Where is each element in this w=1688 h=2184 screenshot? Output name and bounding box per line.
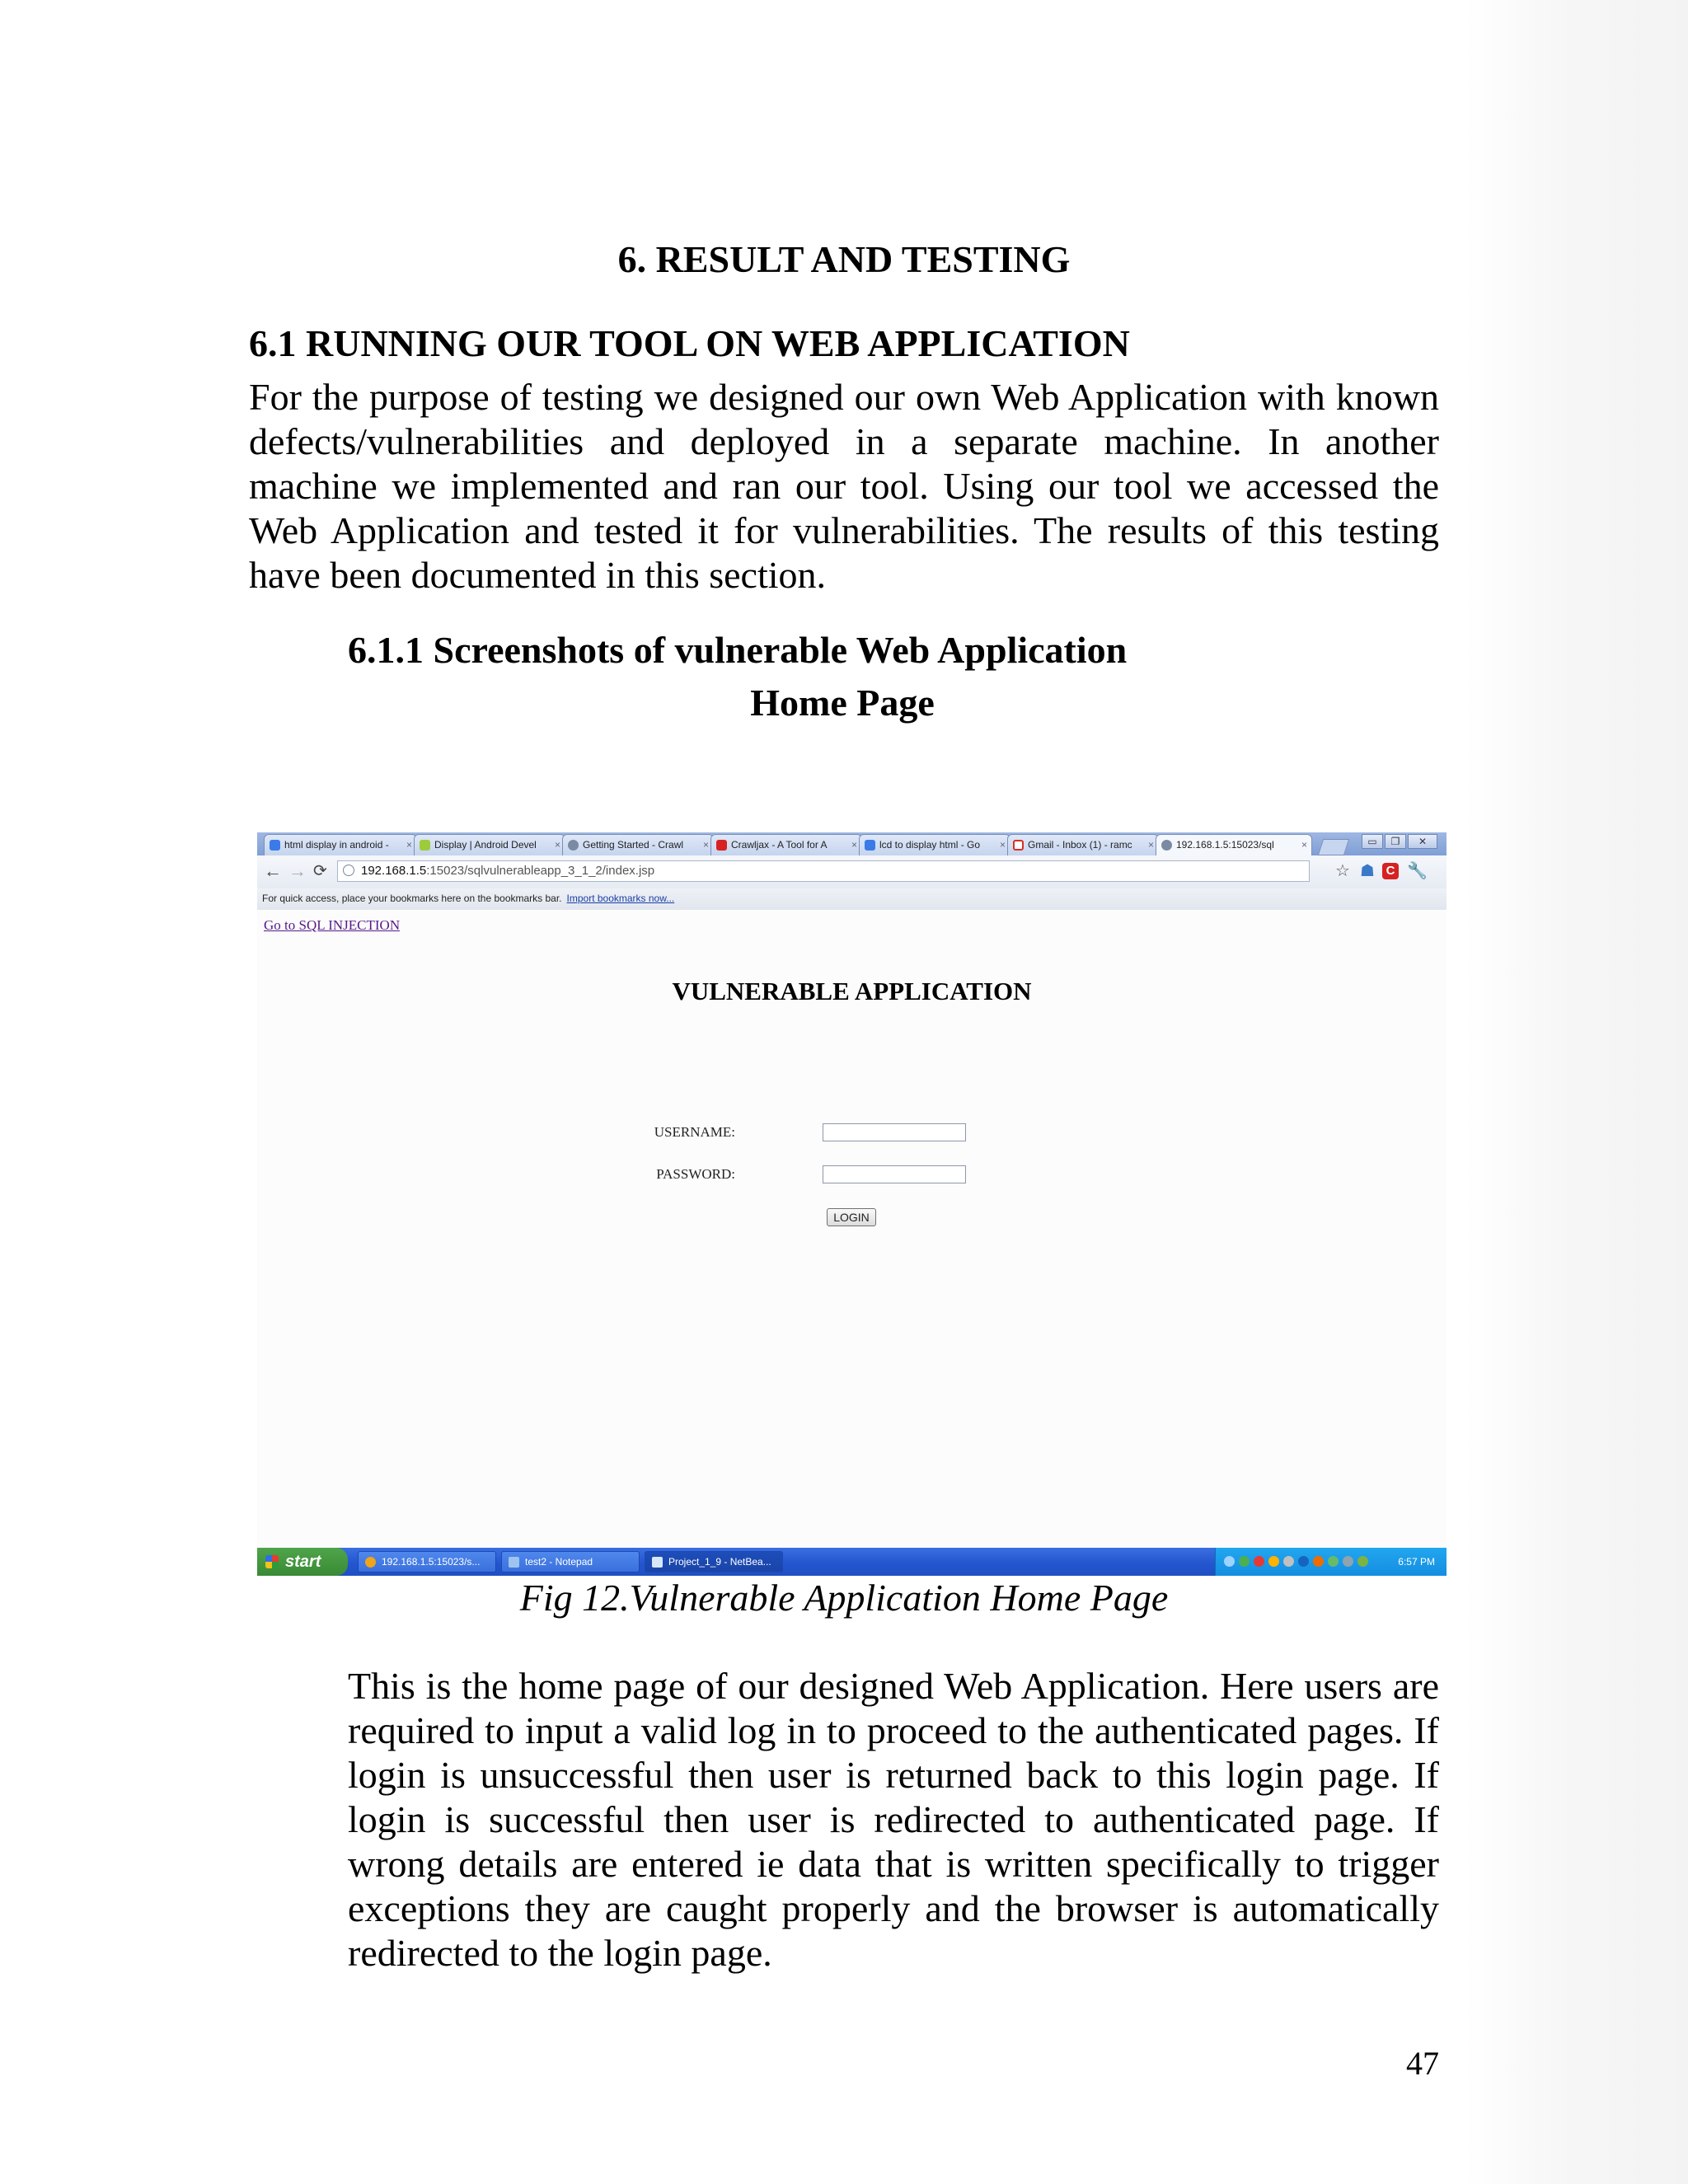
browser-tab[interactable] [414,834,565,855]
tab-label: Getting Started - Crawl [583,839,684,851]
close-window-icon[interactable]: ✕ [1408,834,1437,849]
tray-icon[interactable] [1239,1556,1250,1567]
browser-tab-active[interactable] [1156,834,1312,855]
new-tab-button[interactable] [1318,839,1349,855]
taskbar-item-label: 192.168.1.5:15023/s... [382,1556,481,1568]
back-arrow-icon[interactable]: ← [264,860,282,881]
tray-icon[interactable] [1283,1556,1294,1567]
tab-label: Crawljax - A Tool for A [731,839,828,851]
globe-icon [343,865,354,876]
tab-label: 192.168.1.5:15023/sql [1176,839,1274,851]
tab-strip [257,832,1447,855]
start-button[interactable] [257,1548,348,1576]
close-tab-icon[interactable]: × [1301,839,1307,851]
tray-icon[interactable] [1268,1556,1279,1567]
page-edge-shading [1465,0,1688,2184]
page-number: 47 [1406,2045,1439,2082]
minimize-icon[interactable]: ▭ [1362,834,1383,849]
tab-label: Gmail - Inbox (1) - ramc [1028,839,1132,851]
url-host: 192.168.1.5 [361,864,427,878]
url-path: :15023/sqlvulnerableapp_3_1_2/index.jsp [426,864,655,878]
close-tab-icon[interactable]: × [851,839,857,851]
forward-arrow-icon[interactable]: → [288,860,307,881]
windows-logo-icon [265,1555,279,1568]
taskbar-item[interactable] [358,1551,496,1572]
address-bar[interactable] [337,860,1310,882]
taskbar-clock: 6:57 PM [1398,1556,1435,1568]
extension-c-icon[interactable]: C [1382,863,1399,879]
tray-icon[interactable] [1254,1556,1264,1567]
browser-tab[interactable] [264,834,417,855]
tray-icon[interactable] [1357,1556,1368,1567]
browser-tab[interactable] [859,834,1010,855]
bluetooth-icon[interactable] [1298,1556,1309,1567]
android-favicon-icon [420,840,430,851]
netbeans-icon [652,1557,663,1568]
extension-icon[interactable]: ☗ [1360,862,1375,880]
close-tab-icon[interactable]: × [406,839,412,851]
close-tab-icon[interactable]: × [554,839,560,851]
figure-heading-text: Home Page [750,682,935,724]
figure-caption: Fig 12.Vulnerable Application Home Page [519,1577,1169,1619]
tray-icon[interactable] [1328,1556,1339,1567]
username-label: USERNAME: [654,1124,735,1140]
tray-icon[interactable] [1313,1556,1324,1567]
password-input[interactable] [823,1165,966,1183]
username-input[interactable] [823,1123,966,1141]
login-button[interactable]: LOGIN [827,1208,876,1226]
youtube-favicon-icon [716,840,727,851]
figure-heading [0,681,1688,724]
subsection-title: 6.1.1 Screenshots of vulnerable Web Application [348,629,1128,671]
close-tab-icon[interactable]: × [999,839,1006,851]
tab-label: lcd to display html - Go [879,839,981,851]
intro-paragraph: For the purpose of testing we designed our own Web Application with known defects/vulnerabilities and deployed in a separate machine. In another machine we implemented and ran our tool. Using our tool we accessed the Web Application and tested it for vulnerabilities. The results of this testing have been documented in this section. [249,376,1439,596]
browser-toolbar [257,855,1447,889]
windows-taskbar [257,1548,1447,1576]
restore-icon[interactable]: ❐ [1385,834,1406,849]
taskbar-item-active[interactable] [645,1551,783,1572]
chrome-icon [365,1557,376,1568]
globe-favicon-icon [568,840,579,851]
bookmark-star-icon[interactable]: ☆ [1335,862,1350,880]
body-paragraph: This is the home page of our designed Web Application. Here users are required to input a valid log in to proceed to the authenticated pages. If login is unsuccessful then user is returned back to this login page. If login is successful then user is redirected to authenticated page. If wrong details are entered ie data that is written specifically to trigger exceptions they are caught properly and the browser is automatically redirected to the login page. [348,1665,1439,1974]
system-tray [1215,1548,1447,1576]
start-label: start [285,1553,321,1571]
chapter-title: 6. RESULT AND TESTING [617,238,1071,280]
notepad-icon [509,1557,519,1568]
close-tab-icon[interactable]: × [1147,839,1154,851]
google-favicon-icon [270,840,280,851]
app-title: VULNERABLE APPLICATION [672,977,1032,1005]
bookmarks-bar-text: For quick access, place your bookmarks here on the bookmarks bar. [262,893,562,904]
browser-screenshot [257,832,1447,1576]
reload-icon[interactable]: ⟳ [313,862,327,880]
close-tab-icon[interactable]: × [702,839,709,851]
section-title: 6.1 RUNNING OUR TOOL ON WEB APPLICATION [249,322,1130,364]
sql-injection-link[interactable]: Go to SQL INJECTION [264,917,401,933]
google-favicon-icon [865,840,875,851]
import-bookmarks-link[interactable]: Import bookmarks now... [566,893,675,904]
password-label: PASSWORD: [656,1166,735,1182]
network-icon[interactable] [1343,1556,1353,1567]
browser-tab[interactable] [1007,834,1159,855]
taskbar-item-label: test2 - Notepad [525,1556,593,1568]
bookmarks-bar [257,888,1447,910]
wrench-icon[interactable]: 🔧 [1407,862,1428,880]
gmail-favicon-icon [1013,840,1024,851]
tab-label: html display in android - [284,839,389,851]
browser-tab[interactable] [710,834,862,855]
browser-tab[interactable] [562,834,714,855]
globe-favicon-icon [1161,840,1172,851]
taskbar-item-label: Project_1_9 - NetBea... [668,1556,771,1568]
tab-label: Display | Android Devel [434,839,537,851]
taskbar-item[interactable] [501,1551,640,1572]
tray-icon[interactable] [1224,1556,1235,1567]
